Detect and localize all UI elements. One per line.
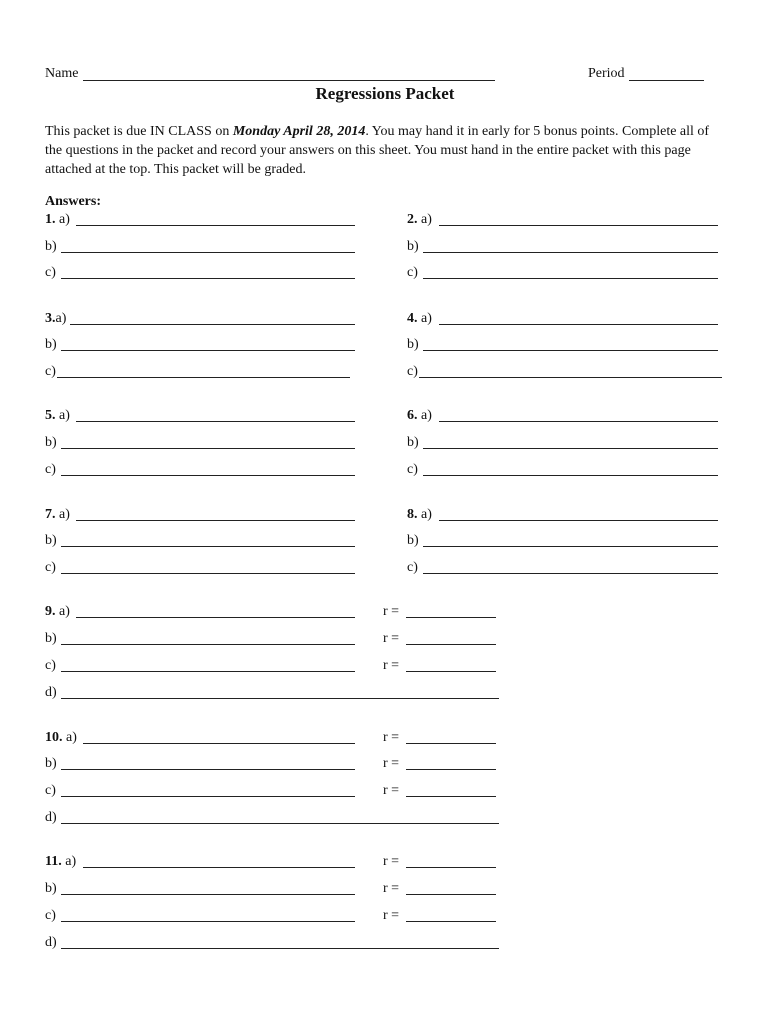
question-8-b-label: b) (407, 533, 419, 548)
question-5-c-field[interactable] (61, 475, 355, 476)
question-11-r1-field[interactable] (406, 867, 496, 868)
question-2-b-label: b) (407, 239, 419, 254)
question-6-a-label: 6. a) (407, 408, 432, 423)
question-10-c-field[interactable] (61, 796, 355, 797)
question-5-c-label: c) (45, 462, 56, 477)
question-11-a-label: 11. a) (45, 854, 77, 869)
question-4-c-label: c) (407, 364, 418, 379)
question-1-b-label: b) (45, 239, 57, 254)
question-10-b-label: b) (45, 756, 57, 771)
question-1-c-label: c) (45, 265, 56, 280)
question-1-b-field[interactable] (61, 252, 355, 253)
question-4-b-field[interactable] (423, 350, 718, 351)
question-10-d-label: d) (45, 810, 57, 825)
question-4-c-field[interactable] (419, 377, 722, 378)
name-field[interactable] (83, 80, 495, 81)
question-10-r1-label: r = (383, 730, 400, 745)
period-field[interactable] (629, 80, 704, 81)
question-9-r2-label: r = (383, 631, 400, 646)
question-9-a-field[interactable] (76, 617, 355, 618)
question-9-c-label: c) (45, 658, 56, 673)
question-7-b-field[interactable] (61, 546, 355, 547)
question-9-r1-field[interactable] (406, 617, 496, 618)
question-10-a-label: 10. a) (45, 730, 77, 745)
question-4-a-label: 4. a) (407, 311, 432, 326)
question-9-r2-field[interactable] (406, 644, 496, 645)
question-10-r2-field[interactable] (406, 769, 496, 770)
question-10-c-label: c) (45, 783, 56, 798)
question-10-a-field[interactable] (83, 743, 355, 744)
question-9-c-field[interactable] (61, 671, 355, 672)
question-6-b-field[interactable] (423, 448, 718, 449)
question-3-a-label: 3.a) (45, 311, 67, 326)
question-4-b-label: b) (407, 337, 419, 352)
question-11-b-field[interactable] (61, 894, 355, 895)
question-9-d-label: d) (45, 685, 57, 700)
question-11-r3-field[interactable] (406, 921, 496, 922)
question-10-d-field[interactable] (61, 823, 499, 824)
question-4-a-field[interactable] (439, 324, 718, 325)
question-11-r2-field[interactable] (406, 894, 496, 895)
question-2-c-label: c) (407, 265, 418, 280)
question-11-c-label: c) (45, 908, 56, 923)
question-10-r1-field[interactable] (406, 743, 496, 744)
question-9-r1-label: r = (383, 604, 400, 619)
name-label: Name (45, 66, 79, 81)
question-3-b-field[interactable] (61, 350, 355, 351)
question-9-d-field[interactable] (61, 698, 499, 699)
question-9-r3-field[interactable] (406, 671, 496, 672)
page-title: Regressions Packet (315, 84, 455, 103)
intro-text-1: This packet is due IN CLASS on (45, 124, 233, 139)
question-6-a-field[interactable] (439, 421, 718, 422)
question-9-r3-label: r = (383, 658, 400, 673)
question-9-a-label: 9. a) (45, 604, 70, 619)
question-1-a-label: 1. a) (45, 212, 70, 227)
question-2-b-field[interactable] (423, 252, 718, 253)
question-7-b-label: b) (45, 533, 57, 548)
question-11-a-field[interactable] (83, 867, 355, 868)
question-11-b-label: b) (45, 881, 57, 896)
question-11-d-field[interactable] (61, 948, 499, 949)
question-10-r3-label: r = (383, 783, 400, 798)
question-7-c-field[interactable] (61, 573, 355, 574)
question-11-r1-label: r = (383, 854, 400, 869)
question-11-r2-label: r = (383, 881, 400, 896)
question-8-a-label: 8. a) (407, 507, 432, 522)
question-7-c-label: c) (45, 560, 56, 575)
question-1-c-field[interactable] (61, 278, 355, 279)
question-10-r3-field[interactable] (406, 796, 496, 797)
question-6-c-field[interactable] (423, 475, 718, 476)
question-5-b-label: b) (45, 435, 57, 450)
question-11-r3-label: r = (383, 908, 400, 923)
intro-text-2: . You may hand it in early for 5 bonus points. Complete all of the questions in the packet and record your answers on this sheet. You must hand in the entire packet with this page attached at the top. This packet will be graded. (45, 124, 710, 177)
question-2-a-field[interactable] (439, 225, 718, 226)
question-8-c-label: c) (407, 560, 418, 575)
question-9-b-label: b) (45, 631, 57, 646)
question-11-d-label: d) (45, 935, 57, 950)
question-7-a-label: 7. a) (45, 507, 70, 522)
question-2-c-field[interactable] (423, 278, 718, 279)
question-7-a-field[interactable] (76, 520, 355, 521)
period-label: Period (588, 66, 625, 81)
question-11-c-field[interactable] (61, 921, 355, 922)
question-3-a-field[interactable] (70, 324, 355, 325)
question-6-b-label: b) (407, 435, 419, 450)
question-10-b-field[interactable] (61, 769, 355, 770)
instructions-paragraph (45, 122, 725, 179)
question-10-r2-label: r = (383, 756, 400, 771)
question-8-c-field[interactable] (423, 573, 718, 574)
question-2-a-label: 2. a) (407, 212, 432, 227)
question-3-b-label: b) (45, 337, 57, 352)
question-3-c-label: c) (45, 364, 56, 379)
question-8-b-field[interactable] (423, 546, 718, 547)
question-5-a-field[interactable] (76, 421, 355, 422)
question-3-c-field[interactable] (57, 377, 350, 378)
question-9-b-field[interactable] (61, 644, 355, 645)
question-6-c-label: c) (407, 462, 418, 477)
question-1-a-field[interactable] (76, 225, 355, 226)
due-date: Monday April 28, 2014 (232, 124, 366, 139)
answers-heading: Answers: (45, 194, 101, 209)
question-5-a-label: 5. a) (45, 408, 70, 423)
question-8-a-field[interactable] (439, 520, 718, 521)
question-5-b-field[interactable] (61, 448, 355, 449)
